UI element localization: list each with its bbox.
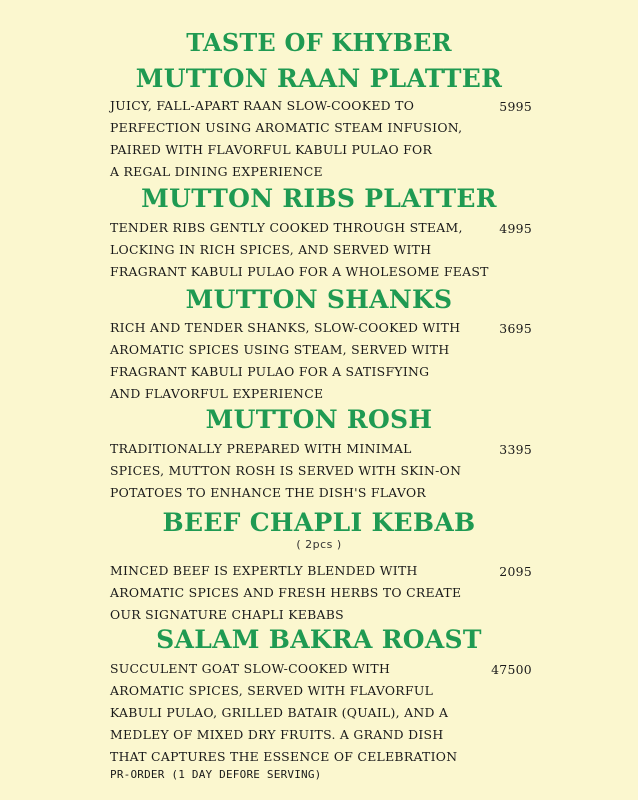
item-name: MUTTON RIBS PLATTER (141, 184, 497, 213)
description-line: TRADITIONALLY PREPARED WITH MINIMAL (110, 441, 412, 456)
menu-item-salam-bakra-roast (0, 625, 638, 655)
description-line: MEDLEY OF MIXED DRY FRUITS. A GRAND DISH (110, 727, 444, 742)
description-line: LOCKING IN RICH SPICES, AND SERVED WITH (110, 242, 432, 257)
description-line: FRAGRANT KABULI PULAO FOR A WHOLESOME FEAST (110, 264, 489, 279)
description-line: A REGAL DINING EXPERIENCE (110, 164, 323, 179)
item-price: 4995 (499, 221, 532, 236)
item-price: 2095 (499, 564, 532, 579)
item-name: MUTTON SHANKS (185, 285, 453, 314)
menu-item-mutton-shanks (0, 285, 638, 315)
description-line: AROMATIC SPICES, SERVED WITH FLAVORFUL (110, 683, 434, 698)
description-line: PAIRED WITH FLAVORFUL KABULI PULAO FOR (110, 142, 433, 157)
description-line: TENDER RIBS GENTLY COOKED THROUGH STEAM, (110, 220, 463, 235)
item-price: 3395 (499, 442, 532, 457)
description-line: OUR SIGNATURE CHAPLI KEBABS (110, 607, 344, 622)
description-line: RICH AND TENDER SHANKS, SLOW-COOKED WITH (110, 320, 461, 335)
description-line: THAT CAPTURES THE ESSENCE OF CELEBRATION (110, 749, 458, 764)
menu-item-beef-chapli-kebab (0, 508, 638, 551)
description-line: PERFECTION USING AROMATIC STEAM INFUSION, (110, 120, 463, 135)
description-line: AND FLAVORFUL EXPERIENCE (110, 386, 324, 401)
description-line: FRAGRANT KABULI PULAO FOR A SATISFYING (110, 364, 430, 379)
item-price: 5995 (499, 99, 532, 114)
description-line: SUCCULENT GOAT SLOW-COOKED WITH (110, 661, 391, 676)
description-line: SPICES, MUTTON ROSH IS SERVED WITH SKIN-ON (110, 463, 462, 478)
item-quantity-note: ( 2pcs ) (296, 538, 342, 551)
description-line: POTATOES TO ENHANCE THE DISH'S FLAVOR (110, 485, 427, 500)
description-line: AROMATIC SPICES AND FRESH HERBS TO CREATE (110, 585, 462, 600)
preorder-note: PR-ORDER (1 DAY DEFORE SERVING) (110, 768, 322, 781)
menu-item-mutton-raan-platter (0, 64, 638, 94)
item-name: MUTTON RAAN PLATTER (135, 64, 503, 93)
item-price: 47500 (491, 662, 532, 677)
description-line: AROMATIC SPICES USING STEAM, SERVED WITH (110, 342, 450, 357)
description-line: JUICY, FALL-APART RAAN SLOW-COOKED TO (110, 98, 415, 113)
item-name: SALAM BAKRA ROAST (156, 625, 482, 654)
menu-item-mutton-rosh (0, 405, 638, 435)
description-line: KABULI PULAO, GRILLED BATAIR (QUAIL), AND A (110, 705, 449, 720)
description-line: MINCED BEEF IS EXPERTLY BLENDED WITH (110, 563, 418, 578)
item-name: BEEF CHAPLI KEBAB (162, 508, 476, 537)
item-name: MUTTON ROSH (205, 405, 433, 434)
item-price: 3695 (499, 321, 532, 336)
menu-item-mutton-ribs-platter (0, 184, 638, 214)
page-title: TASTE OF KHYBER (186, 28, 452, 57)
